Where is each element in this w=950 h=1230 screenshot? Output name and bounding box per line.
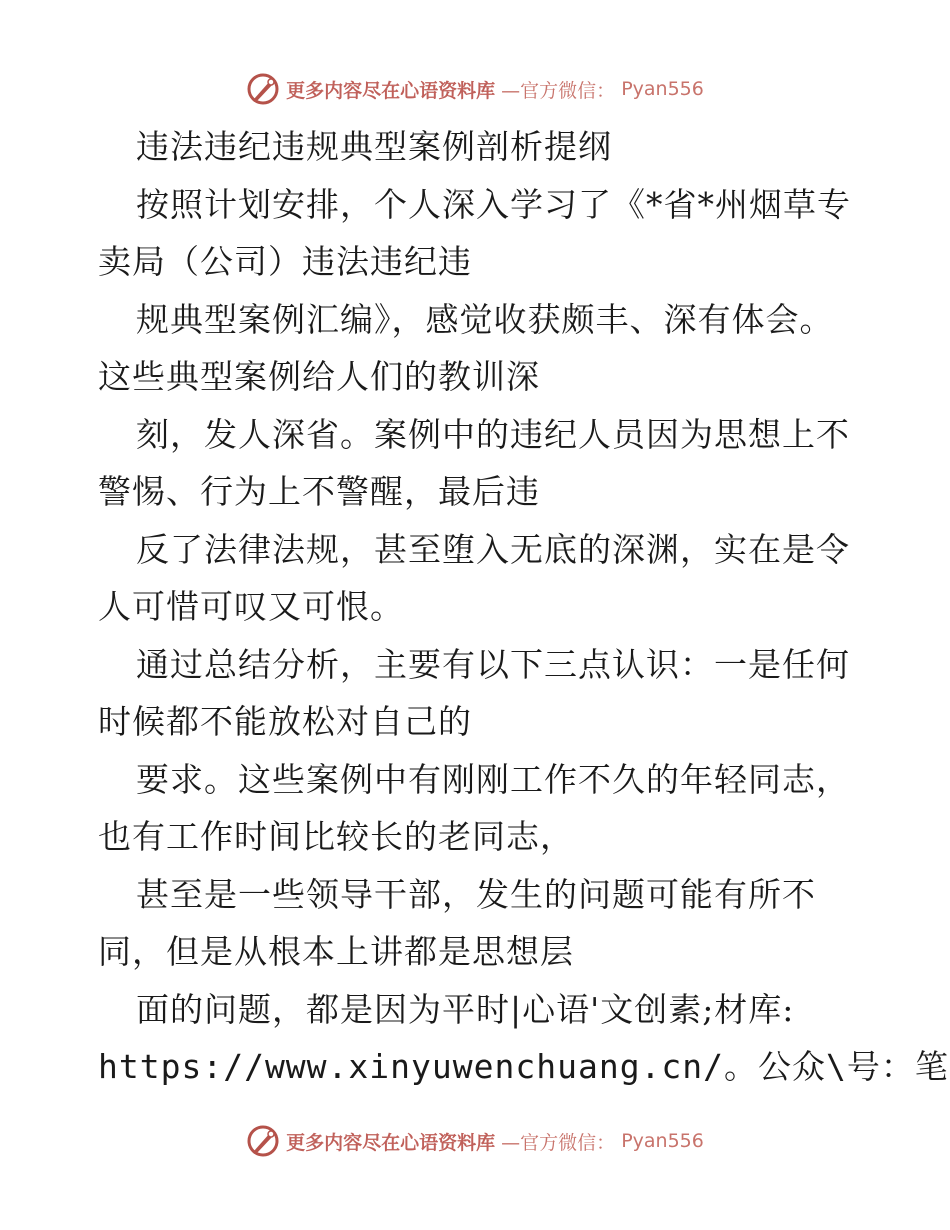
- paragraph-line: 警惕、行为上不警醒，最后违: [98, 472, 540, 511]
- paragraph-line: 时候都不能放松对自己的: [98, 702, 472, 741]
- paragraph-line: 要求。这些案例中有刚刚工作不久的年轻同志，: [136, 759, 850, 799]
- watermark-wechat-id: Pyan556: [621, 78, 704, 100]
- paragraph-line: 同，但是从根本上讲都是思想层: [98, 932, 574, 971]
- paragraph-line: 规典型案例汇编》，感觉收获颇丰、深有体会。: [136, 299, 834, 339]
- footer-watermark: [0, 1124, 950, 1158]
- paragraph-line: 甚至是一些领导干部，发生的问题可能有所不: [136, 874, 816, 914]
- paragraph-line: 反了法律法规，甚至堕入无底的深渊，实在是令: [136, 529, 850, 569]
- header-watermark: [0, 72, 950, 106]
- quill-logo-icon: [246, 72, 280, 106]
- paragraph-line: 面的问题，都是因为平时|心语'文创素;材库:: [136, 989, 795, 1029]
- paragraph-line-url: https://www.xinyuwenchuang.cn/。公众\号：笔: [98, 1047, 949, 1086]
- watermark-wechat-id: Pyan556: [621, 1130, 704, 1152]
- paragraph-line: 这些典型案例给人们的教训深: [98, 357, 540, 396]
- watermark-suffix: —官方微信：: [501, 1131, 616, 1154]
- watermark-prefix: 更多内容尽在心语资料库: [286, 1131, 496, 1154]
- quill-logo-icon: [246, 1124, 280, 1158]
- document-title: 违法违纪违规典型案例剖析提纲: [136, 127, 612, 166]
- document-body: [98, 118, 949, 1096]
- paragraph-line: 按照计划安排，个人深入学习了《*省*州烟草专: [136, 184, 851, 224]
- paragraph-line: 也有工作时间比较长的老同志，: [98, 817, 574, 856]
- paragraph-line: 刻，发人深省。案例中的违纪人员因为思想上不: [136, 414, 850, 454]
- paragraph-line: 人可惜可叹又可恨。: [98, 587, 404, 626]
- watermark-suffix: —官方微信：: [501, 79, 616, 102]
- watermark-prefix: 更多内容尽在心语资料库: [286, 79, 496, 102]
- paragraph-line: 卖局（公司）违法违纪违: [98, 242, 472, 281]
- paragraph-line: 通过总结分析，主要有以下三点认识：一是任何: [136, 644, 850, 684]
